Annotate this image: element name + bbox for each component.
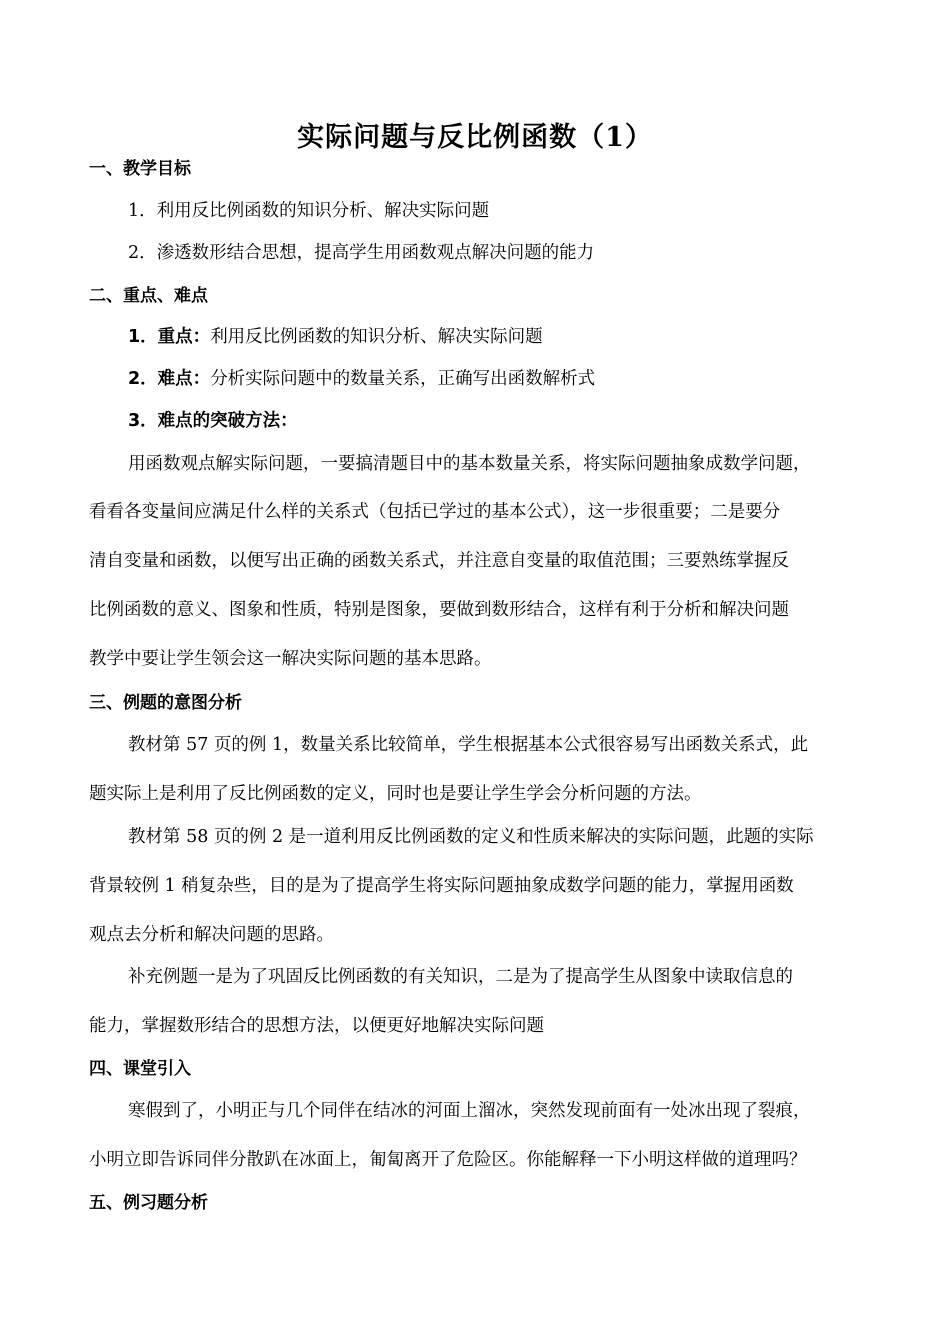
intent-para2-line-2: 背景较例 1 稍复杂些，目的是为了提高学生将实际问题抽象成数学问题的能力，掌握用函数: [89, 876, 794, 896]
section-heading-lesson-intro: 四、课堂引入: [89, 1059, 191, 1079]
page-title: 实际问题与反比例函数（1）: [297, 122, 653, 153]
intent-para1-line-1: 教材第 57 页的例 1，数量关系比较简单，学生根据基本公式很容易写出函数关系式，此: [128, 735, 809, 755]
key-point-text: 利用反比例函数的知识分析、解决实际问题: [210, 327, 543, 347]
intent-para2-line-1: 教材第 58 页的例 2 是一道利用反比例函数的定义和性质来解决的实际问题，此题的实际: [128, 827, 814, 847]
breakthrough-method-label: 3．难点的突破方法：: [128, 411, 298, 431]
difficulty-text: 分析实际问题中的数量关系，正确写出函数解析式: [210, 369, 596, 389]
objective-item-1: 1．利用反比例函数的知识分析、解决实际问题: [128, 201, 490, 221]
difficulty-label: 2．难点：: [128, 369, 211, 389]
intro-para-line-2: 小明立即告诉同伴分散趴在冰面上，匍匐离开了危险区。你能解释一下小明这样做的道理吗？: [89, 1150, 807, 1170]
intent-para3-line-2: 能力，掌握数形结合的思想方法，以便更好地解决实际问题: [89, 1016, 544, 1036]
method-para-line-5: 教学中要让学生领会这一解决实际问题的基本思路。: [89, 649, 492, 669]
method-para-line-4: 比例函数的意义、图象和性质，特别是图象，要做到数形结合，这样有利于分析和解决问题: [89, 600, 789, 620]
objective-item-2: 2．渗透数形结合思想，提高学生用函数观点解决问题的能力: [128, 243, 595, 263]
section-heading-example-intent: 三、例题的意图分析: [89, 693, 242, 713]
key-point-item: [128, 324, 543, 350]
key-point-label: 1．重点：: [128, 327, 211, 347]
method-para-line-3: 清自变量和函数，以便写出正确的函数关系式，并注意自变量的取值范围；三要熟练掌握反: [89, 551, 789, 571]
section-heading-example-analysis: 五、例习题分析: [89, 1193, 208, 1213]
section-heading-key-points: 二、重点、难点: [89, 286, 208, 306]
method-para-line-1: 用函数观点解实际问题，一要搞清题目中的基本数量关系，将实际问题抽象成数学问题，: [128, 454, 811, 474]
section-heading-objectives: 一、教学目标: [89, 159, 191, 179]
intent-para1-line-2: 题实际上是利用了反比例函数的定义，同时也是要让学生学会分析问题的方法。: [89, 784, 702, 804]
method-para-line-2: 看看各变量间应满足什么样的关系式（包括已学过的基本公式），这一步很重要；二是要分: [89, 502, 781, 522]
intent-para3-line-1: 补充例题一是为了巩固反比例函数的有关知识，二是为了提高学生从图象中读取信息的: [128, 967, 793, 987]
intro-para-line-1: 寒假到了，小明正与几个同伴在结冰的河面上溜冰，突然发现前面有一处冰出现了裂痕，: [128, 1101, 811, 1121]
difficulty-item: [128, 366, 595, 392]
intent-para2-line-3: 观点去分析和解决问题的思路。: [89, 925, 334, 945]
